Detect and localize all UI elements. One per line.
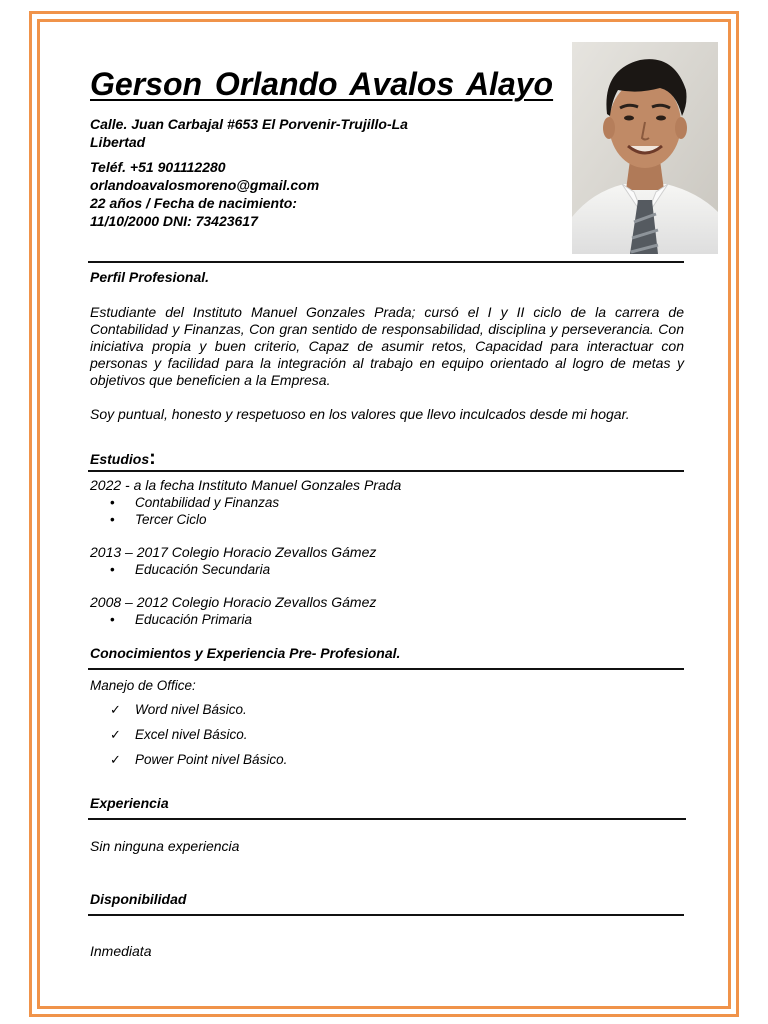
phone: Teléf. +51 901112280 xyxy=(90,159,226,175)
candidate-name: Gerson Orlando Avalos Alayo xyxy=(90,66,554,102)
bullet-icon: • xyxy=(110,512,115,527)
profile-paragraph: Estudiante del Instituto Manuel Gonzales Prada; cursó el I y II ciclo de la carrera de Contabilidad y Finanzas, Con gran sentido de responsabilidad, disciplina y perseverancia. Con iniciativa propia y buen criterio, Capaz de asumir retos, Capacidad para interactuar con personas y facilidad para la integración al trabajo en equipo orientado al logro de metas y objetivos que beneficien a la Empresa. xyxy=(90,304,684,388)
section-divider xyxy=(88,668,684,670)
list-item-text: Power Point nivel Básico. xyxy=(135,752,288,767)
age-birth-label: 22 años / Fecha de nacimiento: xyxy=(90,195,297,211)
list-item xyxy=(110,562,270,577)
list-item xyxy=(110,727,248,743)
bullet-icon: • xyxy=(110,562,115,577)
list-item-text: Educación Primaria xyxy=(135,612,253,627)
experience-text: Sin ninguna experiencia xyxy=(90,838,240,854)
profile-photo xyxy=(572,42,718,254)
email: orlandoavalosmoreno@gmail.com xyxy=(90,177,320,193)
list-item-text: Contabilidad y Finanzas xyxy=(135,495,280,510)
study-entry-line: 2022 - a la fecha Instituto Manuel Gonzales Prada xyxy=(90,477,402,493)
availability-heading: Disponibilidad xyxy=(90,891,187,907)
list-item-text: Educación Secundaria xyxy=(135,562,271,577)
list-item-text: Excel nivel Básico. xyxy=(135,727,248,742)
section-divider xyxy=(88,470,684,472)
study-entry-line: 2008 – 2012 Colegio Horacio Zevallos Gámez xyxy=(90,594,377,610)
experience-heading: Experiencia xyxy=(90,795,169,811)
knowledge-intro: Manejo de Office: xyxy=(90,678,196,693)
list-item xyxy=(110,752,287,768)
list-item xyxy=(110,702,247,718)
section-divider xyxy=(88,261,684,263)
studies-heading xyxy=(90,447,156,470)
availability-text: Inmediata xyxy=(90,943,152,959)
check-icon: ✓ xyxy=(110,752,121,767)
profile-heading: Perfil Profesional. xyxy=(90,269,210,285)
check-icon: ✓ xyxy=(110,702,121,717)
address: Calle. Juan Carbajal #653 El Porvenir-Trujillo-La Libertad xyxy=(90,116,408,150)
studies-heading-colon: : xyxy=(149,447,156,469)
bullet-icon: • xyxy=(110,612,115,627)
list-item xyxy=(110,512,207,527)
section-divider xyxy=(88,914,684,916)
list-item xyxy=(110,495,279,510)
knowledge-heading: Conocimientos y Experiencia Pre- Profesional. xyxy=(90,645,401,661)
study-entry-line: 2013 – 2017 Colegio Horacio Zevallos Gámez xyxy=(90,544,377,560)
bullet-icon: • xyxy=(110,495,115,510)
list-item-text: Word nivel Básico. xyxy=(135,702,247,717)
list-item-text: Tercer Ciclo xyxy=(135,512,207,527)
section-divider xyxy=(88,818,686,820)
profile-values: Soy puntual, honesto y respetuoso en los valores que llevo inculcados desde mi hogar. xyxy=(90,406,630,422)
studies-heading-text: Estudios xyxy=(90,451,150,467)
check-icon: ✓ xyxy=(110,727,121,742)
list-item xyxy=(110,612,252,627)
birth-date-dni: 11/10/2000 DNI: 73423617 xyxy=(90,213,258,229)
